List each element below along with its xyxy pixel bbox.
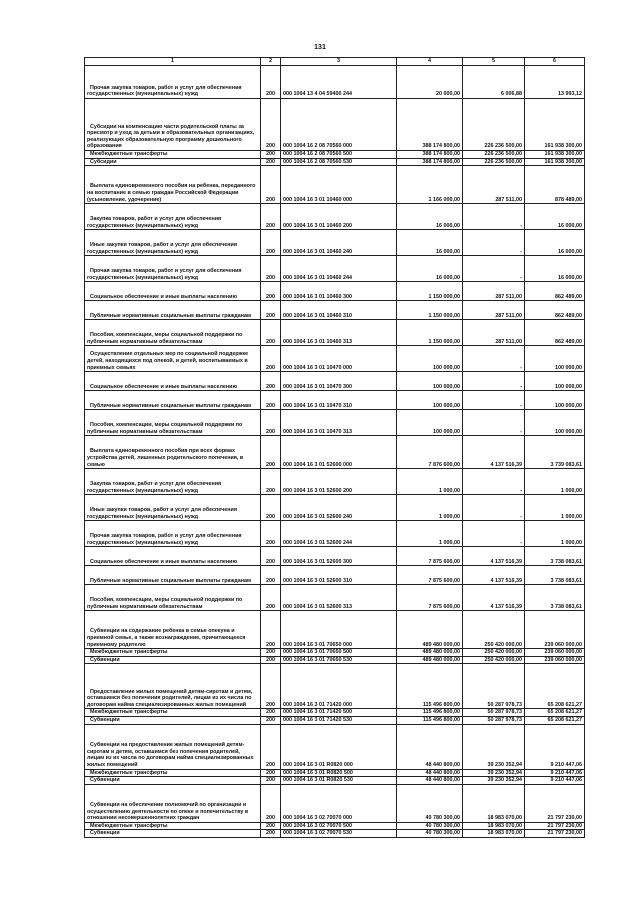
row-name-text: Осуществление отдельных мер по социальной поддержке детей, находящихся под опекой, и детей, воспитываемых в приемных семьях bbox=[87, 351, 249, 371]
row-name-cell bbox=[85, 166, 261, 204]
row-executed-cell: 4 137 516,39 bbox=[463, 436, 525, 469]
row-name-text: Субвенции на содержание ребенка в семье опекуна и приемной семье, а также вознаграждение, причитающееся приемному родителю bbox=[87, 628, 246, 648]
row-classification-cell: 000 1004 16 3 01 70650 530 bbox=[281, 656, 397, 664]
row-code-cell: 200 bbox=[261, 611, 281, 649]
row-name-cell bbox=[85, 777, 261, 785]
row-code-cell: 200 bbox=[261, 391, 281, 410]
row-code-cell: 200 bbox=[261, 547, 281, 566]
row-code-cell: 200 bbox=[261, 301, 281, 320]
row-approved-cell: 1 150 000,00 bbox=[397, 301, 463, 320]
row-name-text: Субвенции на предоставление жилых помещений детям-сиротам и детям, оставшимся без попечения родителей, лицам из их числа по договорам найма специализированных жилых помещений bbox=[87, 742, 254, 768]
row-executed-cell: 6 006,88 bbox=[463, 66, 525, 99]
row-unexecuted-cell: 3 738 083,61 bbox=[525, 547, 585, 566]
row-executed-cell: - bbox=[463, 256, 525, 282]
row-classification-cell: 000 1004 16 3 01 71420 500 bbox=[281, 709, 397, 717]
row-unexecuted-cell: 100 000,00 bbox=[525, 372, 585, 391]
row-executed-cell: 18 983 070,00 bbox=[463, 830, 525, 838]
row-unexecuted-cell: 100 000,00 bbox=[525, 391, 585, 410]
row-executed-cell: - bbox=[463, 521, 525, 547]
table-row bbox=[85, 521, 585, 547]
row-approved-cell: 16 000,00 bbox=[397, 204, 463, 230]
row-classification-cell: 000 1004 16 3 01 10460 313 bbox=[281, 320, 397, 346]
row-name-cell bbox=[85, 320, 261, 346]
table-row bbox=[85, 204, 585, 230]
row-name-cell bbox=[85, 784, 261, 822]
row-executed-cell: - bbox=[463, 372, 525, 391]
row-classification-cell: 000 1004 16 3 01 10460 244 bbox=[281, 256, 397, 282]
row-approved-cell: 100 000,00 bbox=[397, 346, 463, 372]
row-name-cell bbox=[85, 830, 261, 838]
row-name-text: Социальное обеспечение и иные выплаты населению bbox=[90, 383, 238, 390]
row-approved-cell: 388 174 800,00 bbox=[397, 151, 463, 159]
row-unexecuted-cell: 161 938 300,00 bbox=[525, 99, 585, 151]
row-executed-cell: 50 287 978,73 bbox=[463, 709, 525, 717]
row-code-cell: 200 bbox=[261, 256, 281, 282]
row-executed-cell: 287 511,00 bbox=[463, 301, 525, 320]
row-classification-cell: 000 1004 13 4 04 59400 244 bbox=[281, 66, 397, 99]
row-name-cell bbox=[85, 372, 261, 391]
row-unexecuted-cell: 21 797 230,00 bbox=[525, 830, 585, 838]
row-classification-cell: 000 1004 16 3 02 70070 000 bbox=[281, 784, 397, 822]
row-executed-cell: 50 287 978,73 bbox=[463, 664, 525, 709]
row-classification-cell: 000 1004 16 3 01 10470 000 bbox=[281, 346, 397, 372]
row-approved-cell: 1 000,00 bbox=[397, 521, 463, 547]
row-classification-cell: 000 1004 16 3 02 70070 500 bbox=[281, 822, 397, 830]
row-unexecuted-cell: 21 797 230,00 bbox=[525, 822, 585, 830]
row-unexecuted-cell: 161 938 300,00 bbox=[525, 158, 585, 166]
row-code-cell: 200 bbox=[261, 230, 281, 256]
table-row bbox=[85, 830, 585, 838]
row-approved-cell: 7 875 600,00 bbox=[397, 585, 463, 611]
row-executed-cell: 226 236 500,00 bbox=[463, 99, 525, 151]
row-classification-cell: 000 1004 16 2 08 70560 000 bbox=[281, 99, 397, 151]
row-approved-cell: 7 876 600,00 bbox=[397, 436, 463, 469]
table-row bbox=[85, 372, 585, 391]
row-code-cell: 200 bbox=[261, 282, 281, 301]
row-code-cell: 200 bbox=[261, 410, 281, 436]
row-name-text: Субвенции bbox=[90, 716, 120, 723]
row-name-text: Публичные нормативные социальные выплаты гражданам bbox=[90, 402, 251, 409]
row-name-text: Субвенции bbox=[90, 830, 120, 837]
row-approved-cell: 388 174 800,00 bbox=[397, 99, 463, 151]
row-executed-cell: - bbox=[463, 391, 525, 410]
row-approved-cell: 7 875 600,00 bbox=[397, 566, 463, 585]
table-row bbox=[85, 611, 585, 649]
row-name-text: Прочая закупка товаров, работ и услуг для обеспечения государственных (муниципальных) нужд bbox=[87, 533, 242, 546]
row-executed-cell: 287 511,00 bbox=[463, 166, 525, 204]
row-code-cell: 200 bbox=[261, 521, 281, 547]
row-approved-cell: 16 000,00 bbox=[397, 256, 463, 282]
table-row bbox=[85, 664, 585, 709]
row-approved-cell: 115 496 800,00 bbox=[397, 664, 463, 709]
row-code-cell: 200 bbox=[261, 716, 281, 724]
table-row bbox=[85, 547, 585, 566]
row-executed-cell: 50 287 978,73 bbox=[463, 716, 525, 724]
column-header: 1 bbox=[85, 58, 261, 66]
row-executed-cell: - bbox=[463, 204, 525, 230]
row-code-cell: 200 bbox=[261, 777, 281, 785]
row-approved-cell: 1 166 000,00 bbox=[397, 166, 463, 204]
row-name-text: Субвенции на обеспечение полномочий по организации и осуществлению деятельности по опеке и попечительству в отношении несовершеннолетних граждан bbox=[87, 801, 249, 822]
row-name-text: Межбюджетные трансферты bbox=[90, 151, 168, 157]
row-name-text: Закупка товаров, работ и услуг для обеспечения государственных (муниципальных) нужд bbox=[87, 216, 222, 229]
row-approved-cell: 1 150 000,00 bbox=[397, 320, 463, 346]
column-header: 5 bbox=[463, 58, 525, 66]
row-code-cell: 200 bbox=[261, 649, 281, 657]
row-classification-cell: 000 1004 16 3 01 52600 000 bbox=[281, 436, 397, 469]
row-name-text: Предоставление жилых помещений детям-сиротам и детям, оставшимся без попечения родителей, лицам из их числа по договорам найма специализированных жилых помещений bbox=[87, 688, 253, 708]
row-name-cell bbox=[85, 611, 261, 649]
row-unexecuted-cell: 65 208 621,27 bbox=[525, 716, 585, 724]
table-row bbox=[85, 649, 585, 657]
row-unexecuted-cell: 1 000,00 bbox=[525, 495, 585, 521]
row-name-text: Иные закупки товаров, работ и услуг для обеспечения государственных (муниципальных) нужд bbox=[87, 507, 237, 520]
row-classification-cell: 000 1004 16 3 01 R0820 000 bbox=[281, 724, 397, 769]
table-row bbox=[85, 436, 585, 469]
row-classification-cell: 000 1004 16 3 01 71420 000 bbox=[281, 664, 397, 709]
row-approved-cell: 1 000,00 bbox=[397, 469, 463, 495]
row-name-cell bbox=[85, 656, 261, 664]
row-name-text: Субвенции bbox=[90, 656, 120, 663]
row-classification-cell: 000 1004 16 2 08 70560 500 bbox=[281, 151, 397, 159]
table-row bbox=[85, 158, 585, 166]
row-code-cell: 200 bbox=[261, 822, 281, 830]
row-unexecuted-cell: 239 060 000,00 bbox=[525, 611, 585, 649]
row-name-text: Межбюджетные трансферты bbox=[90, 822, 168, 829]
row-name-cell bbox=[85, 346, 261, 372]
row-classification-cell: 000 1004 16 3 01 70650 000 bbox=[281, 611, 397, 649]
row-classification-cell: 000 1004 16 3 01 10470 313 bbox=[281, 410, 397, 436]
row-unexecuted-cell: 9 210 447,06 bbox=[525, 769, 585, 777]
row-unexecuted-cell: 16 000,00 bbox=[525, 256, 585, 282]
row-name-text: Субвенции bbox=[90, 777, 120, 784]
row-unexecuted-cell: 13 993,12 bbox=[525, 66, 585, 99]
row-executed-cell: 226 236 500,00 bbox=[463, 158, 525, 166]
table-row bbox=[85, 777, 585, 785]
row-code-cell: 200 bbox=[261, 346, 281, 372]
row-unexecuted-cell: 1 000,00 bbox=[525, 521, 585, 547]
row-unexecuted-cell: 239 060 000,00 bbox=[525, 649, 585, 657]
row-name-cell bbox=[85, 769, 261, 777]
row-name-text: Выплата единовременного пособия на ребенка, переданного на воспитание в семью граждан Российской Федерации (усыновление, удочерение) bbox=[87, 183, 256, 203]
row-executed-cell: 18 983 070,00 bbox=[463, 784, 525, 822]
row-name-cell bbox=[85, 649, 261, 657]
page-number: 131 bbox=[314, 44, 326, 51]
row-unexecuted-cell: 9 210 447,06 bbox=[525, 724, 585, 769]
row-code-cell: 200 bbox=[261, 784, 281, 822]
row-approved-cell: 388 174 800,00 bbox=[397, 158, 463, 166]
row-executed-cell: - bbox=[463, 495, 525, 521]
row-approved-cell: 1 000,00 bbox=[397, 495, 463, 521]
table-row bbox=[85, 301, 585, 320]
table-row bbox=[85, 566, 585, 585]
row-approved-cell: 489 480 000,00 bbox=[397, 656, 463, 664]
row-approved-cell: 16 000,00 bbox=[397, 230, 463, 256]
row-name-text: Пособия, компенсации, меры социальной поддержки по публичным нормативным обязательствам bbox=[87, 597, 243, 610]
row-approved-cell: 1 150 000,00 bbox=[397, 282, 463, 301]
row-classification-cell: 000 1004 16 3 01 10470 310 bbox=[281, 391, 397, 410]
row-classification-cell: 000 1004 16 3 01 R0820 500 bbox=[281, 769, 397, 777]
row-name-text: Пособия, компенсации, меры социальной поддержки по публичным нормативным обязательствам bbox=[87, 332, 243, 345]
row-code-cell: 200 bbox=[261, 769, 281, 777]
table-row bbox=[85, 391, 585, 410]
row-classification-cell: 000 1004 16 3 01 71420 530 bbox=[281, 716, 397, 724]
row-executed-cell: 226 236 500,00 bbox=[463, 151, 525, 159]
row-name-cell bbox=[85, 664, 261, 709]
row-classification-cell: 000 1004 16 3 01 10470 300 bbox=[281, 372, 397, 391]
row-unexecuted-cell: 65 208 621,27 bbox=[525, 664, 585, 709]
row-executed-cell: - bbox=[463, 230, 525, 256]
row-name-cell bbox=[85, 521, 261, 547]
row-code-cell: 200 bbox=[261, 436, 281, 469]
budget-table bbox=[84, 57, 585, 838]
row-code-cell: 200 bbox=[261, 709, 281, 717]
row-unexecuted-cell: 3 738 083,61 bbox=[525, 585, 585, 611]
row-executed-cell: 250 420 000,00 bbox=[463, 649, 525, 657]
table-row bbox=[85, 346, 585, 372]
row-executed-cell: 4 137 516,39 bbox=[463, 566, 525, 585]
row-name-text: Межбюджетные трансферты bbox=[90, 709, 168, 716]
row-unexecuted-cell: 3 739 083,61 bbox=[525, 436, 585, 469]
row-name-cell bbox=[85, 709, 261, 717]
row-name-cell bbox=[85, 301, 261, 320]
row-executed-cell: 287 511,00 bbox=[463, 282, 525, 301]
row-approved-cell: 100 000,00 bbox=[397, 391, 463, 410]
row-executed-cell: 250 420 000,00 bbox=[463, 656, 525, 664]
row-name-cell bbox=[85, 99, 261, 151]
row-classification-cell: 000 1004 16 3 01 52600 310 bbox=[281, 566, 397, 585]
row-name-cell bbox=[85, 391, 261, 410]
column-header: 3 bbox=[281, 58, 397, 66]
row-executed-cell: 18 983 070,00 bbox=[463, 822, 525, 830]
row-name-cell bbox=[85, 822, 261, 830]
row-classification-cell: 000 1004 16 3 01 52600 313 bbox=[281, 585, 397, 611]
row-code-cell: 200 bbox=[261, 99, 281, 151]
table-row bbox=[85, 151, 585, 159]
row-classification-cell: 000 1004 16 3 01 R0820 530 bbox=[281, 777, 397, 785]
row-name-text: Социальное обеспечение и иные выплаты населению bbox=[90, 293, 238, 300]
row-approved-cell: 48 440 800,00 bbox=[397, 769, 463, 777]
row-executed-cell: 4 137 516,39 bbox=[463, 547, 525, 566]
row-classification-cell: 000 1004 16 3 01 10460 200 bbox=[281, 204, 397, 230]
table-row bbox=[85, 709, 585, 717]
row-approved-cell: 7 875 600,00 bbox=[397, 547, 463, 566]
row-unexecuted-cell: 65 208 621,27 bbox=[525, 709, 585, 717]
row-name-text: Прочая закупка товаров, работ и услуг для обеспечения государственных (муниципальных) нужд bbox=[87, 84, 242, 98]
table-row bbox=[85, 469, 585, 495]
row-unexecuted-cell: 862 489,00 bbox=[525, 301, 585, 320]
row-classification-cell: 000 1004 16 3 01 52600 240 bbox=[281, 495, 397, 521]
row-unexecuted-cell: 239 060 000,00 bbox=[525, 656, 585, 664]
row-approved-cell: 115 496 800,00 bbox=[397, 709, 463, 717]
row-unexecuted-cell: 3 738 083,61 bbox=[525, 566, 585, 585]
row-classification-cell: 000 1004 16 3 01 52600 300 bbox=[281, 547, 397, 566]
row-executed-cell: 287 511,00 bbox=[463, 320, 525, 346]
row-approved-cell: 40 780 300,00 bbox=[397, 784, 463, 822]
table-row bbox=[85, 784, 585, 822]
row-executed-cell: 39 230 352,94 bbox=[463, 724, 525, 769]
table-row bbox=[85, 66, 585, 99]
row-unexecuted-cell: 21 797 230,00 bbox=[525, 784, 585, 822]
table-row bbox=[85, 410, 585, 436]
row-name-text: Публичные нормативные социальные выплаты гражданам bbox=[90, 577, 251, 584]
row-name-cell bbox=[85, 469, 261, 495]
row-unexecuted-cell: 100 000,00 bbox=[525, 410, 585, 436]
row-unexecuted-cell: 100 000,00 bbox=[525, 346, 585, 372]
row-name-cell bbox=[85, 724, 261, 769]
row-approved-cell: 48 440 800,00 bbox=[397, 724, 463, 769]
table-row bbox=[85, 716, 585, 724]
column-header: 6 bbox=[525, 58, 585, 66]
row-unexecuted-cell: 9 210 447,06 bbox=[525, 777, 585, 785]
row-executed-cell: - bbox=[463, 346, 525, 372]
row-name-cell bbox=[85, 547, 261, 566]
row-name-cell bbox=[85, 495, 261, 521]
row-code-cell: 200 bbox=[261, 151, 281, 159]
row-classification-cell: 000 1004 16 3 01 10460 000 bbox=[281, 166, 397, 204]
row-name-cell bbox=[85, 158, 261, 166]
row-code-cell: 200 bbox=[261, 495, 281, 521]
row-classification-cell: 000 1004 16 3 01 52600 244 bbox=[281, 521, 397, 547]
table-row bbox=[85, 282, 585, 301]
row-name-cell bbox=[85, 566, 261, 585]
row-classification-cell: 000 1004 16 2 08 70560 530 bbox=[281, 158, 397, 166]
row-code-cell: 200 bbox=[261, 724, 281, 769]
table-row bbox=[85, 166, 585, 204]
row-name-cell bbox=[85, 66, 261, 99]
row-name-cell bbox=[85, 585, 261, 611]
row-approved-cell: 100 000,00 bbox=[397, 372, 463, 391]
table-row bbox=[85, 822, 585, 830]
table-row bbox=[85, 495, 585, 521]
row-approved-cell: 20 000,00 bbox=[397, 66, 463, 99]
row-unexecuted-cell: 862 489,00 bbox=[525, 282, 585, 301]
row-approved-cell: 40 780 300,00 bbox=[397, 830, 463, 838]
row-approved-cell: 115 496 800,00 bbox=[397, 716, 463, 724]
row-code-cell: 200 bbox=[261, 320, 281, 346]
row-name-text: Субсидии bbox=[90, 158, 117, 165]
row-classification-cell: 000 1004 16 3 01 70650 500 bbox=[281, 649, 397, 657]
row-name-cell bbox=[85, 436, 261, 469]
row-unexecuted-cell: 161 938 300,00 bbox=[525, 151, 585, 159]
column-header: 2 bbox=[261, 58, 281, 66]
row-name-text: Пособия, компенсации, меры социальной поддержки по публичным нормативным обязательствам bbox=[87, 422, 243, 435]
row-code-cell: 200 bbox=[261, 372, 281, 391]
row-unexecuted-cell: 862 489,00 bbox=[525, 320, 585, 346]
row-code-cell: 200 bbox=[261, 585, 281, 611]
row-executed-cell: 250 420 000,00 bbox=[463, 611, 525, 649]
row-executed-cell: 39 230 352,94 bbox=[463, 777, 525, 785]
row-code-cell: 200 bbox=[261, 656, 281, 664]
table-row bbox=[85, 320, 585, 346]
row-classification-cell: 000 1004 16 3 02 70070 530 bbox=[281, 830, 397, 838]
table-row bbox=[85, 256, 585, 282]
row-name-text: Закупка товаров, работ и услуг для обеспечения государственных (муниципальных) нужд bbox=[87, 481, 222, 494]
row-code-cell: 200 bbox=[261, 566, 281, 585]
row-code-cell: 200 bbox=[261, 664, 281, 709]
row-name-cell bbox=[85, 256, 261, 282]
row-approved-cell: 48 440 800,00 bbox=[397, 777, 463, 785]
row-name-text: Межбюджетные трансферты bbox=[90, 649, 168, 656]
row-executed-cell: - bbox=[463, 410, 525, 436]
row-name-text: Субсидии на компенсацию части родительской платы за присмотр и уход за детьми в образовательных организациях, реализующих образовательную программу дошкольного образования bbox=[87, 123, 255, 150]
row-unexecuted-cell: 16 000,00 bbox=[525, 230, 585, 256]
row-code-cell: 200 bbox=[261, 158, 281, 166]
table-row bbox=[85, 769, 585, 777]
row-code-cell: 200 bbox=[261, 66, 281, 99]
row-approved-cell: 489 480 000,00 bbox=[397, 649, 463, 657]
row-name-cell bbox=[85, 151, 261, 159]
table-row bbox=[85, 724, 585, 769]
row-unexecuted-cell: 1 000,00 bbox=[525, 469, 585, 495]
row-classification-cell: 000 1004 16 3 01 10460 310 bbox=[281, 301, 397, 320]
row-code-cell: 200 bbox=[261, 166, 281, 204]
row-unexecuted-cell: 878 489,00 bbox=[525, 166, 585, 204]
row-approved-cell: 100 000,00 bbox=[397, 410, 463, 436]
row-code-cell: 200 bbox=[261, 469, 281, 495]
row-name-cell bbox=[85, 282, 261, 301]
row-name-cell bbox=[85, 716, 261, 724]
row-name-text: Публичные нормативные социальные выплаты гражданам bbox=[90, 312, 251, 319]
row-name-text: Межбюджетные трансферты bbox=[90, 769, 168, 776]
row-name-text: Иные закупки товаров, работ и услуг для обеспечения государственных (муниципальных) нужд bbox=[87, 242, 237, 255]
row-executed-cell: 39 230 352,94 bbox=[463, 769, 525, 777]
row-code-cell: 200 bbox=[261, 204, 281, 230]
row-approved-cell: 489 480 000,00 bbox=[397, 611, 463, 649]
column-header: 4 bbox=[397, 58, 463, 66]
row-name-text: Прочая закупка товаров, работ и услуг для обеспечения государственных (муниципальных) нужд bbox=[87, 268, 242, 281]
row-classification-cell: 000 1004 16 3 01 10460 300 bbox=[281, 282, 397, 301]
row-code-cell: 200 bbox=[261, 830, 281, 838]
table-row bbox=[85, 230, 585, 256]
row-name-cell bbox=[85, 410, 261, 436]
row-name-text: Выплата единовременного пособия при всех формах устройства детей, лишенных родительского попечения, в семью bbox=[87, 448, 244, 468]
table-row bbox=[85, 99, 585, 151]
row-name-text: Социальное обеспечение и иные выплаты населению bbox=[90, 558, 238, 565]
row-classification-cell: 000 1004 16 3 01 10460 240 bbox=[281, 230, 397, 256]
row-name-cell bbox=[85, 230, 261, 256]
row-unexecuted-cell: 16 000,00 bbox=[525, 204, 585, 230]
row-approved-cell: 40 780 300,00 bbox=[397, 822, 463, 830]
row-executed-cell: - bbox=[463, 469, 525, 495]
table-row bbox=[85, 585, 585, 611]
table-header-row bbox=[85, 58, 585, 66]
row-classification-cell: 000 1004 16 3 01 52600 200 bbox=[281, 469, 397, 495]
row-executed-cell: 4 137 516,39 bbox=[463, 585, 525, 611]
row-name-cell bbox=[85, 204, 261, 230]
table-row bbox=[85, 656, 585, 664]
